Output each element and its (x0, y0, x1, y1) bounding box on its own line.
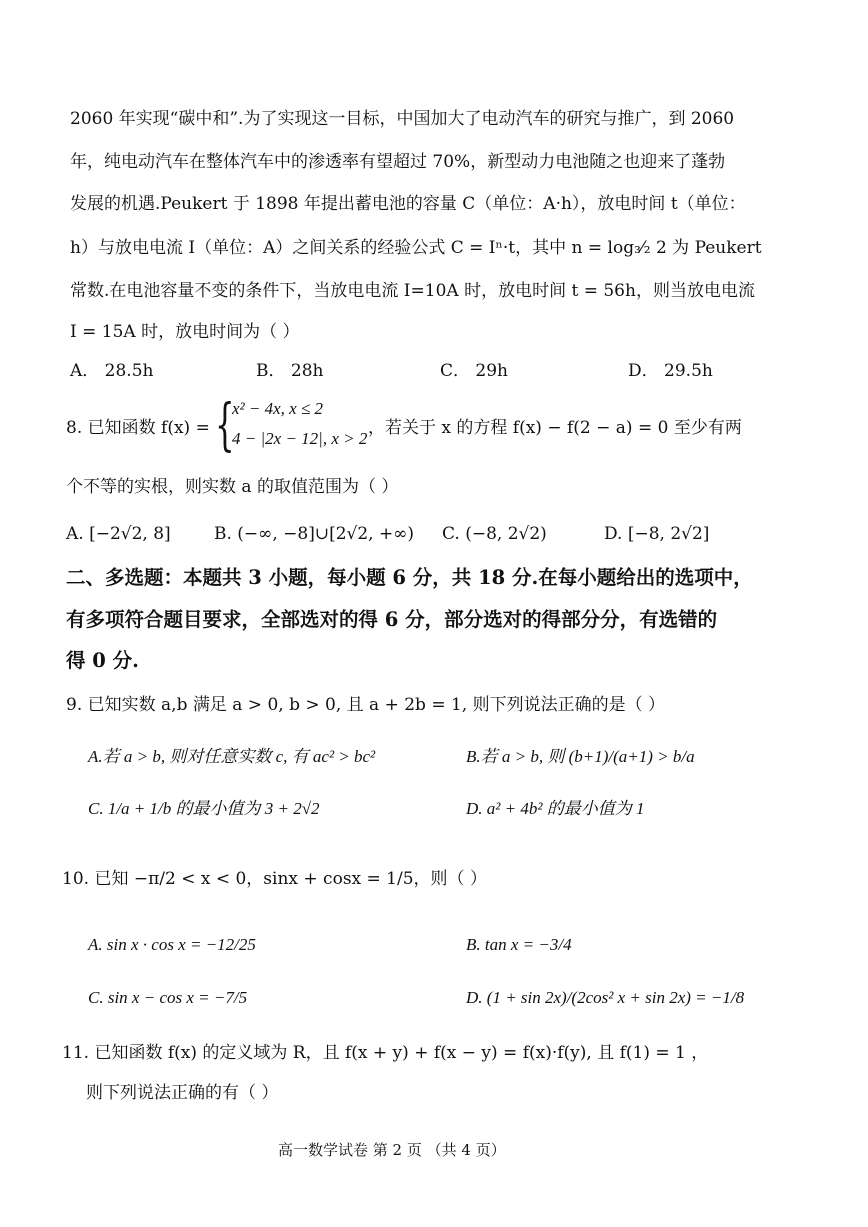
q8-brace: { (215, 393, 235, 458)
q8-case-2: 4 − |2x − 12|, x > 2 (232, 429, 368, 448)
q9-option-a: A.若 a > b, 则对任意实数 c, 有 ac² > bc² (88, 747, 376, 766)
q10-option-a: A. sin x · cos x = −12/25 (88, 935, 256, 954)
q7-line-1: 2060 年实现“碳中和”.为了实现这一目标，中国加大了电动汽车的研究与推广，到 2060 (70, 109, 735, 129)
q10-stem: 10. 已知 −π/2 < x < 0，sinx + cosx = 1/5，则（ ） (62, 869, 487, 889)
q8-option-b: B. (−∞, −8]∪[2√2, +∞) (214, 524, 415, 544)
q7-line-4: h）与放电电流 I（单位：A）之间关系的经验公式 C = Iⁿ·t，其中 n = log₃⁄₂ 2 为 Peukert (70, 238, 762, 258)
q10-option-c: C. sin x − cos x = −7/5 (88, 988, 248, 1007)
q8-line-2: 个不等的实根，则实数 a 的取值范围为（ ） (66, 477, 399, 497)
q10-option-b: B. tan x = −3/4 (466, 935, 572, 954)
section-2-heading-line-1: 二、多选题：本题共 3 小题，每小题 6 分，共 18 分.在每小题给出的选项中， (66, 566, 753, 589)
q9-option-d: D. a² + 4b² 的最小值为 1 (466, 799, 645, 818)
q7-line-3: 发展的机遇.Peukert 于 1898 年提出蓄电池的容量 C（单位：A·h），放电时间 t（单位： (70, 194, 746, 214)
q8-lead: 8. 已知函数 f(x) = (66, 418, 210, 438)
q11-line-2: 则下列说法正确的有（ ） (86, 1083, 279, 1103)
q7-option-d: D． 29.5h (628, 361, 713, 381)
q7-line-2: 年，纯电动汽车在整体汽车中的渗透率有望超过 70%，新型动力电池随之也迎来了蓬勃 (70, 152, 726, 172)
q11-line-1: 11. 已知函数 f(x) 的定义域为 R，且 f(x + y) + f(x − y) = f(x)·f(y), 且 f(1) = 1 ， (62, 1043, 709, 1063)
q7-option-b: B． 28h (256, 361, 324, 381)
q8-option-c: C. (−8, 2√2) (442, 524, 547, 544)
q9-stem: 9. 已知实数 a,b 满足 a > 0, b > 0, 且 a + 2b = 1, 则下列说法正确的是（ ） (66, 695, 665, 715)
q9-option-b: B.若 a > b, 则 (b+1)/(a+1) > b/a (466, 747, 695, 766)
section-2-heading-line-3: 得 0 分. (66, 649, 139, 672)
q8-option-d: D. [−8, 2√2] (604, 524, 710, 544)
q9-option-c: C. 1/a + 1/b 的最小值为 3 + 2√2 (88, 799, 320, 818)
q8-tail: ，若关于 x 的方程 f(x) − f(2 − a) = 0 至少有两 (368, 418, 742, 438)
q7-line-5: 常数.在电池容量不变的条件下，当放电电流 I=10A 时，放电时间 t = 56h，则当放电电流 (70, 281, 755, 301)
page-footer: 高一数学试卷 第 2 页 （共 4 页） (278, 1141, 506, 1159)
q7-option-c: C． 29h (440, 361, 508, 381)
q8-option-a: A. [−2√2, 8] (66, 524, 171, 544)
section-2-heading-line-2: 有多项符合题目要求，全部选对的得 6 分，部分选对的得部分分，有选错的 (66, 608, 718, 631)
q7-line-6: I = 15A 时，放电时间为（ ） (70, 322, 300, 342)
q7-option-a: A． 28.5h (70, 361, 154, 381)
q10-option-d: D. (1 + sin 2x)/(2cos² x + sin 2x) = −1/8 (466, 988, 745, 1007)
q8-case-1: x² − 4x, x ≤ 2 (232, 399, 324, 418)
